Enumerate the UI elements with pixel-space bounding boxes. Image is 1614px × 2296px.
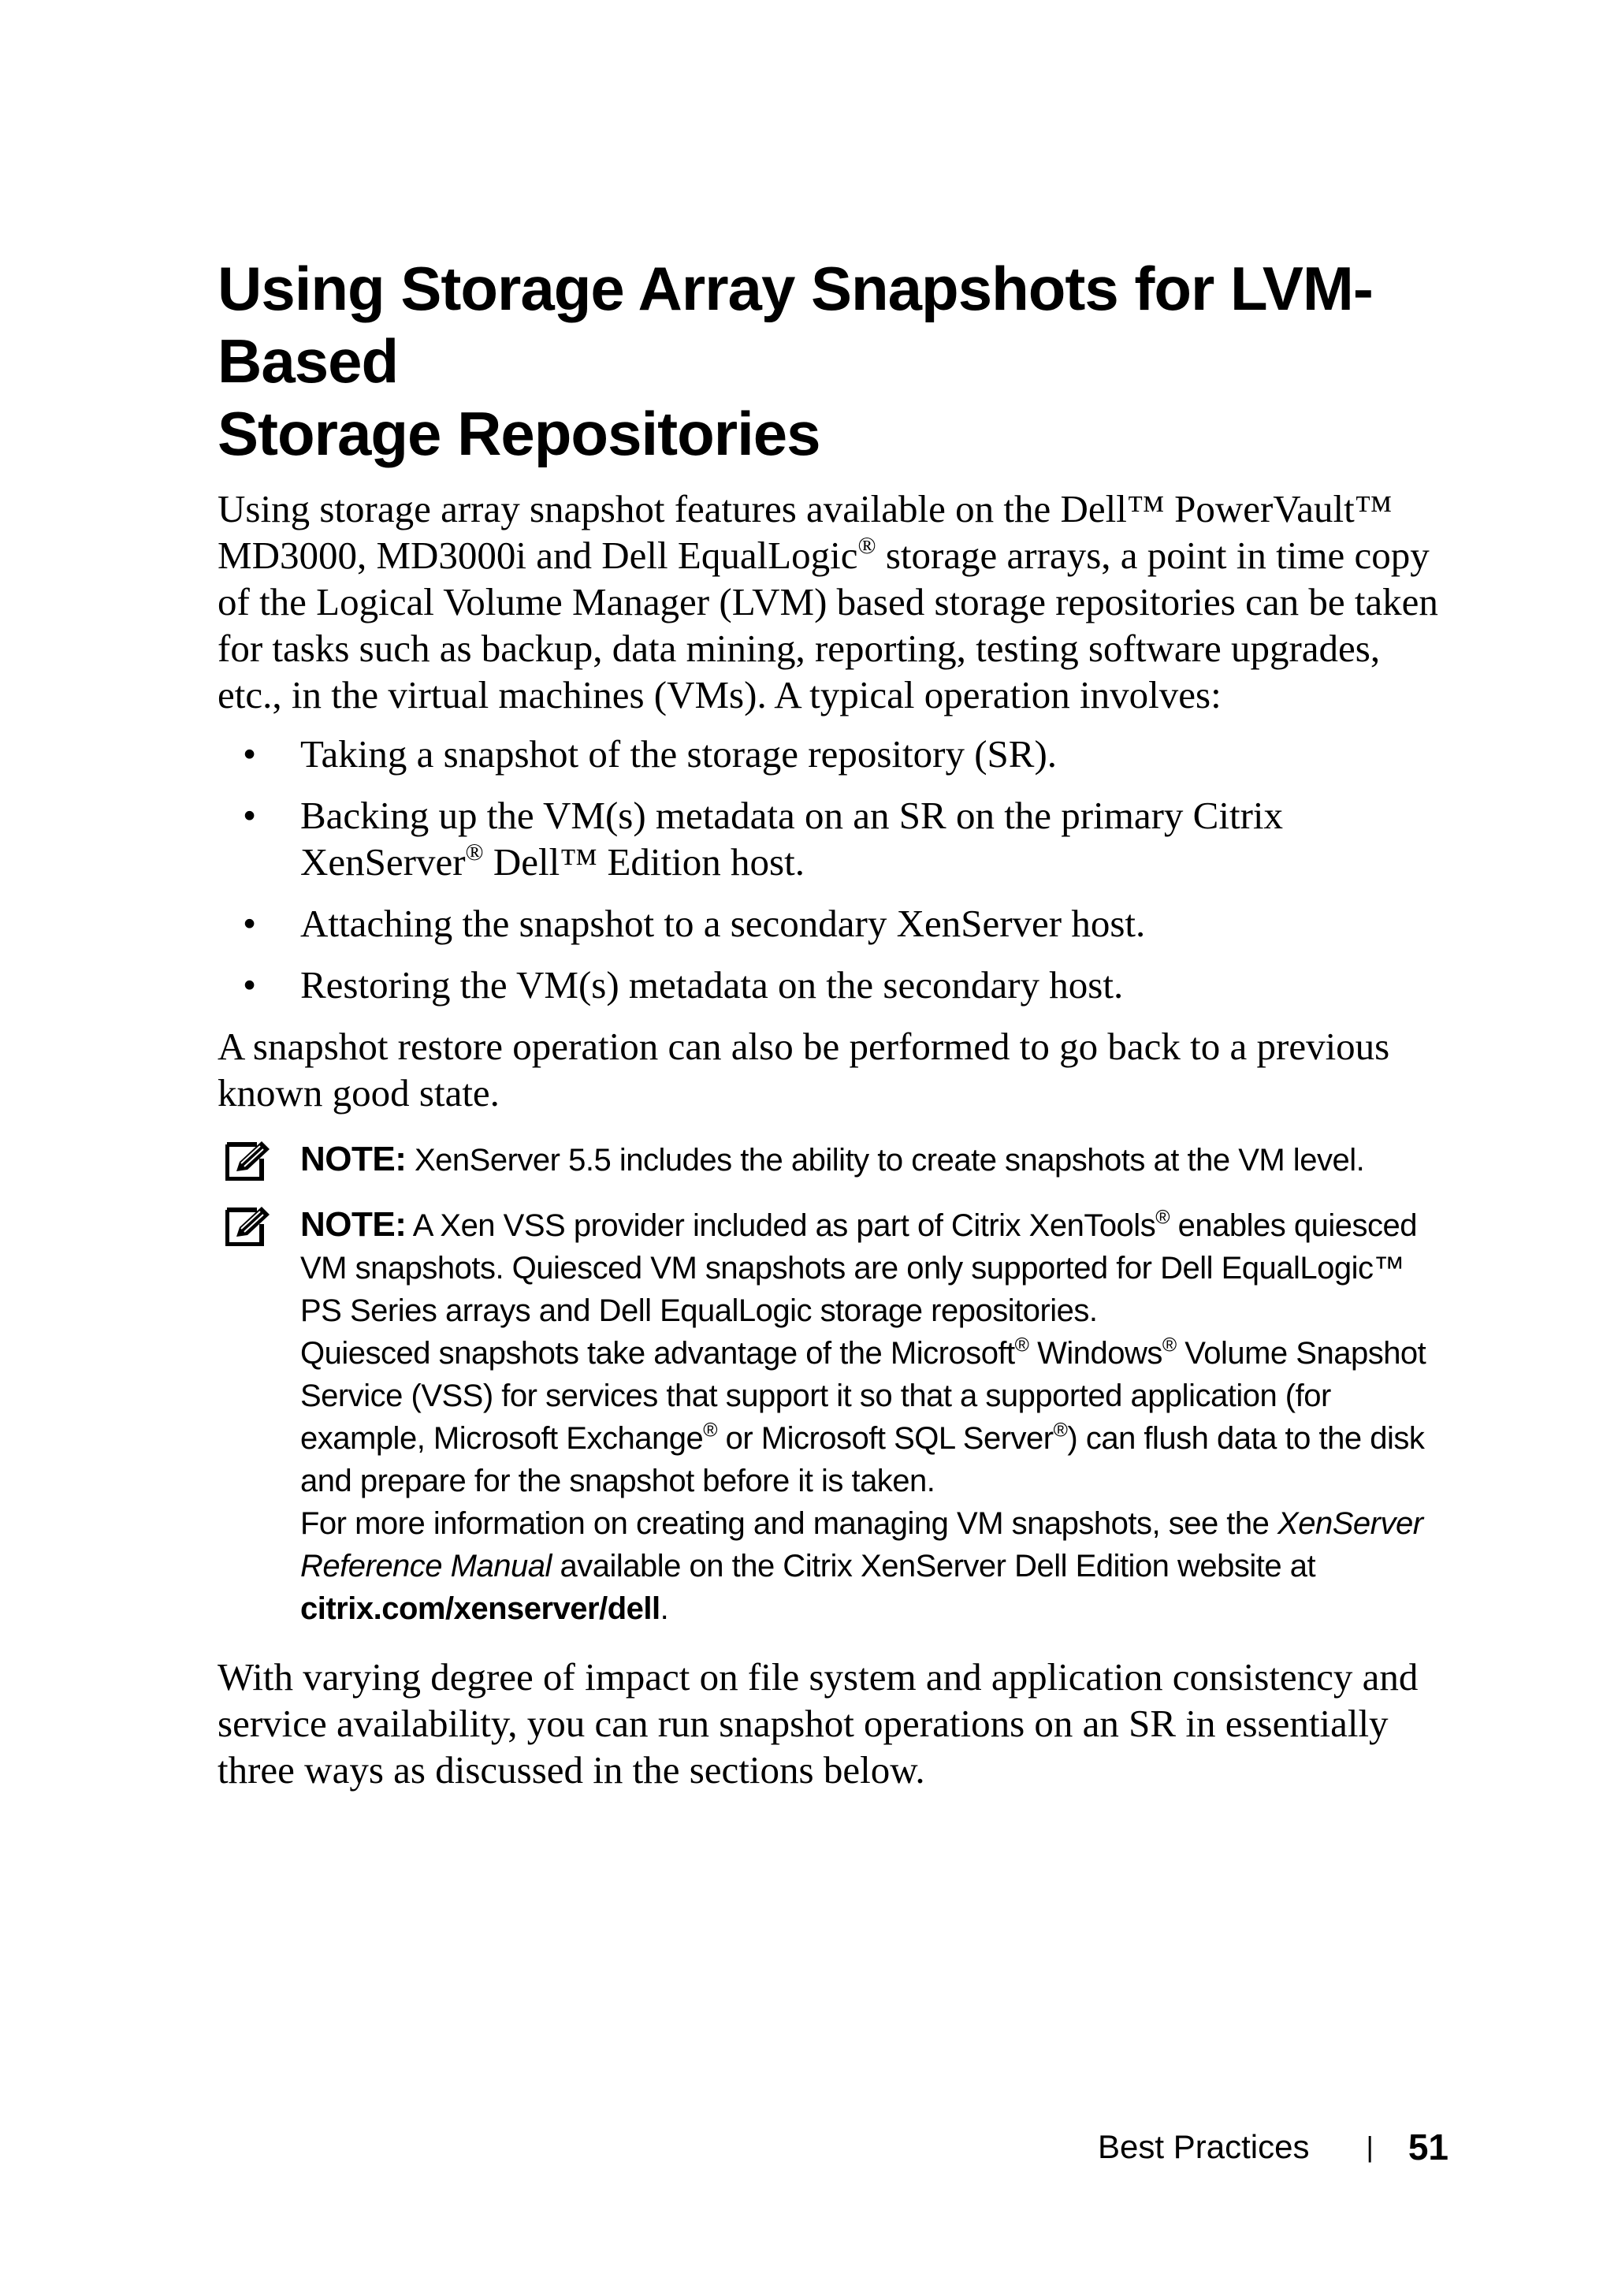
manual-title: XenServer Reference Manual [300, 1506, 1423, 1583]
footer-separator: | [1366, 2130, 1374, 2163]
bullet-marker: • [243, 963, 257, 1007]
page-footer [1098, 2127, 1449, 2168]
page-content [218, 252, 1449, 1793]
list-item: • Taking a snapshot of the storage repository (SR). [243, 732, 1058, 776]
note-2-paragraph-3: For more information on creating and managing VM snapshots, see the XenServer Reference Manual available on the Citrix XenServer Dell Edition website at citrix.com/xenserver/dell. [300, 1506, 1423, 1626]
title-line-1: Using Storage Array Snapshots for LVM-Based [218, 254, 1373, 396]
bullet-marker: • [243, 794, 257, 837]
note-label: NOTE: [300, 1140, 407, 1178]
footer-section-title: Best Practices [1098, 2128, 1310, 2165]
note-pencil-icon [225, 1140, 271, 1181]
note-pencil-icon [225, 1205, 271, 1246]
title-line-2: Storage Repositories [218, 399, 820, 468]
note-block-1: NOTE: XenServer 5.5 includes the ability to create snapshots at the VM level. [218, 1138, 1449, 1181]
list-item: • Attaching the snapshot to a secondary XenServer host. [243, 902, 1146, 945]
bullet-marker: • [243, 902, 257, 945]
note-block-2 [218, 1204, 1449, 1630]
restore-paragraph: A snapshot restore operation can also be performed to go back to a previous known good state. [218, 1025, 1390, 1115]
note-2-paragraph-1: NOTE: A Xen VSS provider included as part of Citrix XenTools® enables quiesced VM snapshots. Quiesced VM snapshots are only supported for Dell EqualLogic™ PS Series arrays and Dell EqualLogic storage repositories. [300, 1205, 1417, 1328]
list-item: • Backing up the VM(s) metadata on an SR on the primary Citrix XenServer® Dell™ Edition host. [243, 794, 1284, 884]
bullet-marker: • [243, 732, 257, 776]
website-link[interactable]: citrix.com/xenserver/dell [300, 1591, 660, 1626]
note-2-paragraph-2: Quiesced snapshots take advantage of the Microsoft® Windows® Volume Snapshot Service (VSS) for services that support it so that a supported application (for example, Microsoft Exchange® or Microsoft SQL Server®) can flush data to the disk and prepare for the snapshot before it is taken. [300, 1334, 1426, 1498]
page-title [218, 252, 1449, 470]
page-number: 51 [1408, 2127, 1449, 2168]
list-item: • Restoring the VM(s) metadata on the secondary host. [243, 963, 1124, 1007]
operation-steps-list [218, 731, 1449, 1008]
closing-paragraph: With varying degree of impact on file system and application consistency and service availability, you can run snapshot operations on an SR in essentially three ways as discussed in the sections below. [218, 1655, 1419, 1792]
note-label: NOTE: [300, 1205, 407, 1244]
intro-paragraph: Using storage array snapshot features available on the Dell™ PowerVault™ MD3000, MD3000i and Dell EqualLogic® storage arrays, a point in time copy of the Logical Volume Manager (LVM) based storage repositories can be taken for tasks such as backup, data mining, reporting, testing software upgrades, etc., in the virtual machines (VMs). A typical operation involves: [218, 487, 1438, 716]
